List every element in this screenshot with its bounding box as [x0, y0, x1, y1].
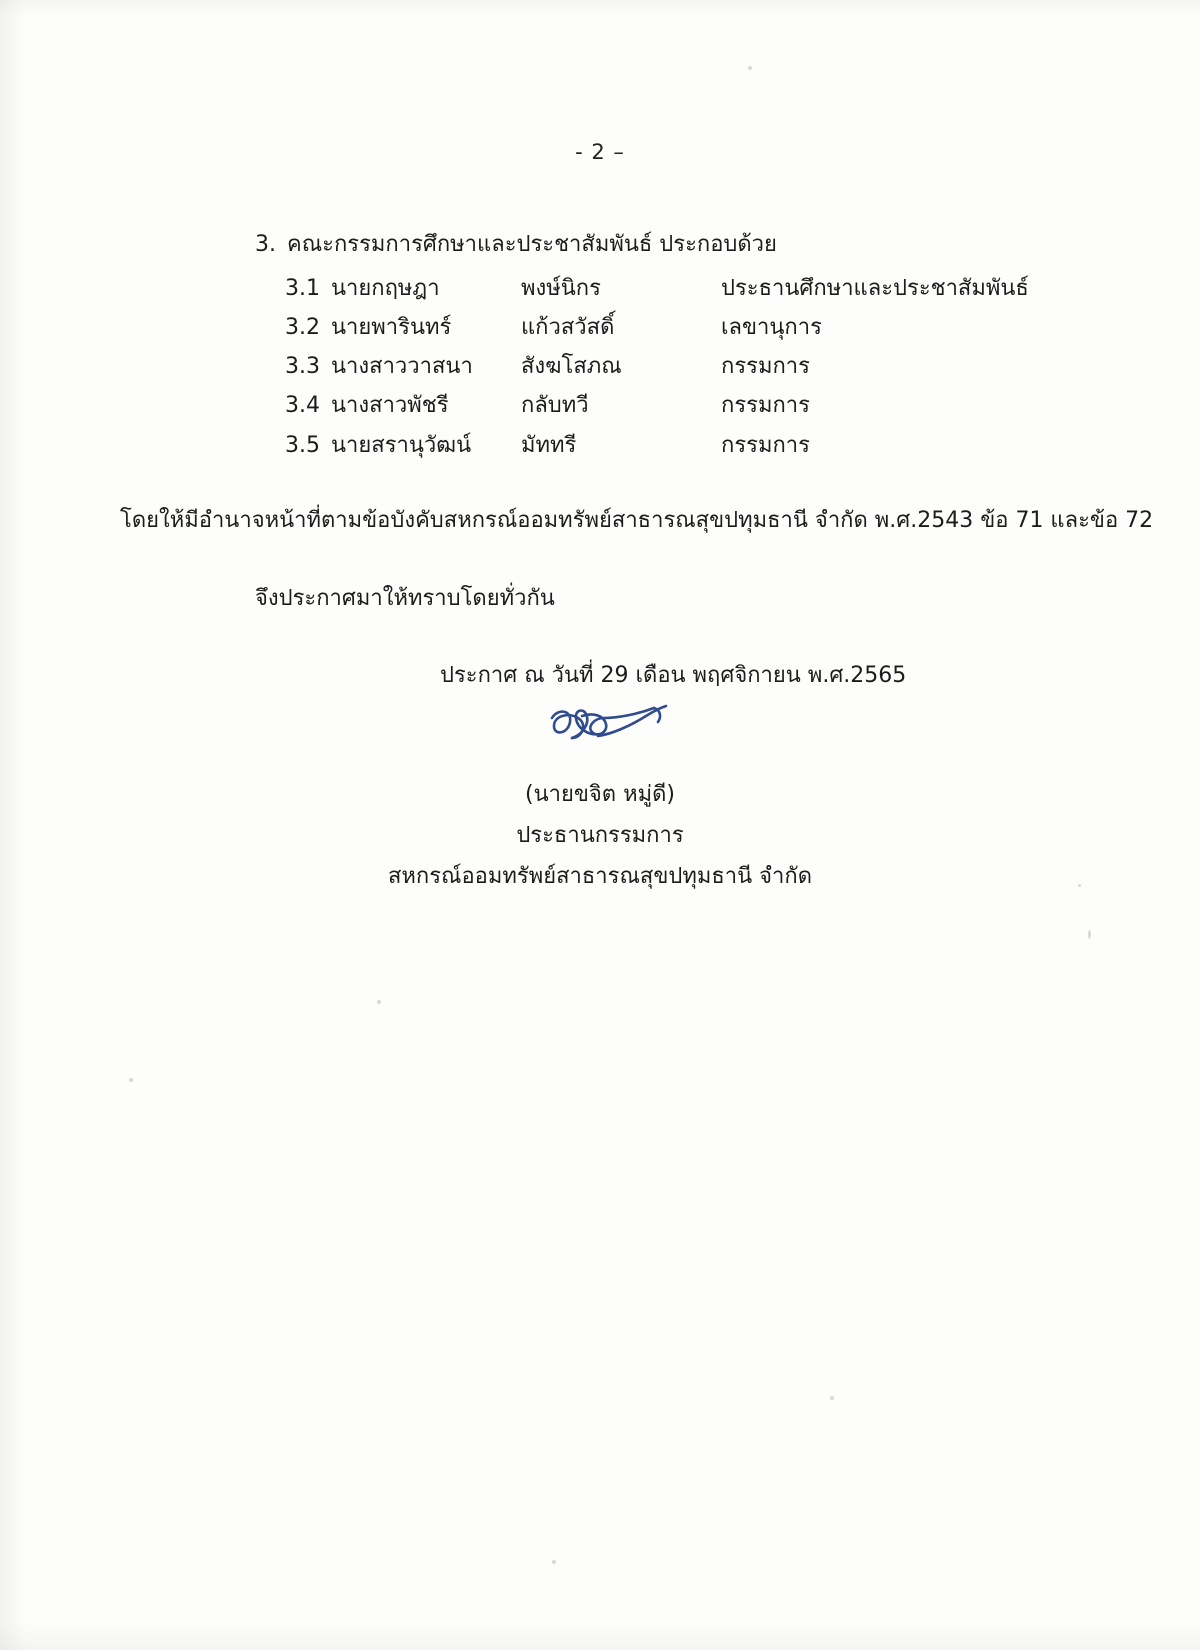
list-item [285, 426, 1200, 465]
list-item [285, 269, 1200, 308]
document-body [0, 228, 1200, 893]
member-name: นายสรานุวัฒน์ [331, 432, 472, 458]
member-surname: มัททรี [521, 432, 577, 458]
signer-name: (นายขจิต หมู่ดี) [525, 781, 675, 807]
member-number: 3.5 [285, 432, 320, 458]
member-surname: สังฆโสภณ [521, 354, 622, 380]
scan-edge-shadow-bottom [0, 1620, 1200, 1650]
scan-speck [552, 1560, 556, 1564]
list-item [285, 347, 1200, 386]
section-heading [0, 228, 1200, 261]
member-number: 3.4 [285, 393, 320, 419]
member-number: 3.2 [285, 315, 320, 341]
member-name: นางสาวพัชรี [331, 393, 449, 419]
committee-member-list [0, 269, 1200, 465]
authority-paragraph: โดยให้มีอำนาจหน้าที่ตามข้อบังคับสหกรณ์ออมทรัพย์สาธารณสุขปทุมธานี จำกัด พ.ศ.2543 ข้อ 71 และข้อ 72 [120, 507, 1154, 533]
member-role: ประธานศึกษาและประชาสัมพันธ์ [721, 276, 1029, 301]
member-number: 3.3 [285, 354, 320, 380]
scan-speck [129, 1078, 133, 1082]
scan-speck [830, 1396, 834, 1400]
handwritten-signature-icon [542, 702, 692, 772]
signature-ink [0, 706, 1200, 772]
member-role: กรรมการ [721, 354, 810, 380]
member-surname: กลับทวี [521, 393, 589, 419]
section-title: คณะกรรมการศึกษาและประชาสัมพันธ์ ประกอบด้วย [287, 232, 777, 257]
scan-speck [377, 1000, 381, 1004]
member-name: นางสาววาสนา [331, 354, 473, 380]
section-number: 3. [255, 232, 276, 257]
signature-block [0, 706, 1200, 893]
member-surname: พงษ์นิกร [521, 276, 601, 301]
scan-speck [1088, 930, 1091, 939]
member-name: นายพารินทร์ [331, 315, 452, 341]
signer-organization: สหกรณ์ออมทรัพย์สาธารณสุขปทุมธานี จำกัด [387, 863, 812, 889]
list-item [285, 386, 1200, 425]
list-item [285, 308, 1200, 347]
scan-edge-shadow-top [0, 0, 1200, 18]
member-number: 3.1 [285, 276, 320, 301]
scan-speck [748, 66, 752, 70]
member-role: เลขานุการ [721, 315, 822, 341]
member-role: กรรมการ [721, 393, 810, 419]
signer-title: ประธานกรรมการ [516, 822, 684, 848]
member-surname: แก้วสวัสดิ์ [521, 315, 615, 341]
announcement-date: ประกาศ ณ วันที่ 29 เดือน พฤศจิกายน พ.ศ.2565 [440, 662, 907, 688]
announcement-paragraph: จึงประกาศมาให้ทราบโดยทั่วกัน [255, 585, 555, 611]
page-number: - 2 – [575, 140, 625, 164]
member-name: นายกฤษฎา [331, 276, 440, 301]
member-role: กรรมการ [721, 432, 810, 458]
